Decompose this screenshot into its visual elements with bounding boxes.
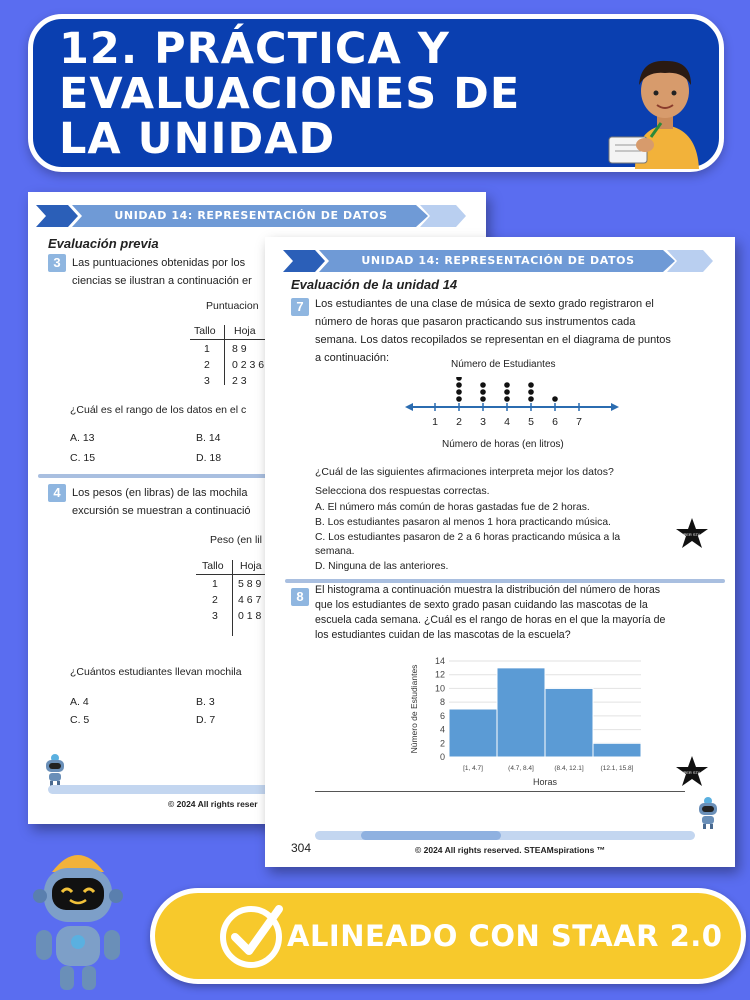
data-dot xyxy=(504,396,510,402)
answer-option[interactable]: A. 4 xyxy=(70,696,89,708)
leaf-cell: 0 2 3 6 xyxy=(232,359,265,371)
title-line-2: EVALUACIONES DE xyxy=(59,69,521,119)
leaf-cell: 8 9 xyxy=(232,343,247,355)
staar-alignment-badge xyxy=(150,888,746,984)
y-tick-label: 0 xyxy=(439,752,445,762)
question-7-text: Los estudiantes de una clase de música de sexto grado registraron el número de horas que pasaron practicando sus instrumentos cada semana. Los datos recopilados se representan en el diagrama de puntos a continuación: xyxy=(315,298,671,364)
banner-title: UNIDAD 14: REPRESENTACIÓN DE DATOS xyxy=(114,209,388,222)
dot-plot xyxy=(405,377,621,437)
stem-cell: 3 xyxy=(212,610,218,622)
table-header-leaf: Hoja xyxy=(240,560,262,572)
histogram-bar xyxy=(449,709,497,757)
question-number-4: 4 xyxy=(48,484,66,502)
title-line-1: 12. PRÁCTICA Y xyxy=(59,24,450,74)
x-tick-label: (12.1, 15.8] xyxy=(600,765,634,772)
stem-cell: 1 xyxy=(204,343,210,355)
super-staar-star-icon xyxy=(675,517,709,551)
table-header-stem: Tallo xyxy=(194,325,216,337)
leaf-cell: 5 8 9 xyxy=(238,578,262,590)
y-tick-label: 12 xyxy=(434,669,445,680)
y-tick-label: 6 xyxy=(439,710,445,721)
tick-label: 6 xyxy=(552,416,558,428)
answer-option-continuation: semana. xyxy=(315,546,355,557)
answer-option[interactable]: D. Ninguna de las anteriores. xyxy=(315,561,449,572)
tick-label: 4 xyxy=(504,416,510,428)
y-axis-label: Número de Estudiantes xyxy=(409,664,419,754)
dot-plot-title: Número de Estudiantes xyxy=(451,359,556,370)
x-tick-label: (4.7, 8.4] xyxy=(508,765,534,772)
section-title: Evaluación previa xyxy=(48,236,159,251)
data-dot xyxy=(456,382,462,388)
question-number-7: 7 xyxy=(291,298,309,316)
stem-cell: 3 xyxy=(204,375,210,387)
rule-line xyxy=(315,791,685,792)
leaf-cell: 2 3 xyxy=(232,375,247,387)
answer-option[interactable]: C. 15 xyxy=(70,452,96,464)
data-dot xyxy=(456,389,462,395)
data-dot xyxy=(504,382,510,388)
svg-text:SUPER STAAR: SUPER STAAR xyxy=(678,770,706,775)
histogram-chart xyxy=(405,655,655,793)
section-title: Evaluación de la unidad 14 xyxy=(291,277,458,292)
page-title xyxy=(59,24,589,164)
answer-option[interactable]: D. 18 xyxy=(196,452,222,464)
question-3-text: Las puntuaciones obtenidas por los ciencias se ilustran a continuación er xyxy=(72,257,252,287)
answer-option[interactable]: A. 13 xyxy=(70,432,95,444)
y-tick-label: 14 xyxy=(434,656,445,666)
axis-arrow-right xyxy=(611,403,619,411)
x-tick-label: [1, 4.7] xyxy=(463,765,483,772)
footer-bar-accent xyxy=(361,831,501,840)
histogram-bar xyxy=(497,668,545,757)
leaf-cell: 4 6 7 xyxy=(238,594,262,606)
answer-option[interactable]: B. 3 xyxy=(196,696,215,708)
question-7-instruction: Selecciona dos respuestas correctas. xyxy=(315,485,490,497)
robot-mascot-icon xyxy=(695,795,721,829)
tick-label: 5 xyxy=(528,416,534,428)
x-tick-label: (8.4, 12.1] xyxy=(554,765,584,772)
robot-mascot-icon xyxy=(42,752,68,786)
stem-cell: 2 xyxy=(204,359,210,371)
data-dot xyxy=(456,396,462,402)
question-4-prompt: ¿Cuántos estudiantes llevan mochila xyxy=(70,666,242,678)
title-banner xyxy=(28,14,724,172)
answer-option[interactable]: B. Los estudiantes pasaron al menos 1 hora practicando música. xyxy=(315,517,611,528)
answer-option[interactable]: C. 5 xyxy=(70,714,90,726)
axis-arrow-left xyxy=(405,403,413,411)
banner-title: UNIDAD 14: REPRESENTACIÓN DE DATOS xyxy=(361,254,635,267)
answer-option[interactable]: D. 7 xyxy=(196,714,216,726)
data-dot xyxy=(504,389,510,395)
histogram-bar xyxy=(545,688,593,757)
data-dot xyxy=(528,389,534,395)
worksheet-page-front xyxy=(265,237,735,867)
y-tick-label: 4 xyxy=(439,724,445,735)
robot-mascot-illustration xyxy=(18,838,138,998)
check-circle-icon xyxy=(217,899,289,971)
table-header-leaf: Hoja xyxy=(234,325,256,337)
copyright-footer: © 2024 All rights reser xyxy=(168,799,258,809)
stem-cell: 1 xyxy=(212,578,218,590)
data-dot xyxy=(552,396,558,402)
table-header-stem: Tallo xyxy=(202,560,224,572)
super-staar-star-icon xyxy=(675,755,709,789)
tick-label: 7 xyxy=(576,416,582,428)
question-3-prompt: ¿Cuál es el rango de los datos en el c xyxy=(70,404,247,416)
tick-label: 1 xyxy=(432,416,438,428)
y-tick-label: 10 xyxy=(434,683,445,694)
leaf-cell: 0 1 8 xyxy=(238,610,262,622)
question-number-8: 8 xyxy=(291,588,309,606)
copyright-footer: © 2024 All rights reserved. STEAMspirations ™ xyxy=(415,845,606,855)
title-line-3: LA UNIDAD xyxy=(59,114,336,164)
stem-cell: 2 xyxy=(212,594,218,606)
svg-text:SUPER STAAR: SUPER STAAR xyxy=(678,532,706,537)
table-title: Puntuacion xyxy=(206,300,259,312)
question-4-text: Los pesos (en libras) de las mochila excursión se muestran a continuació xyxy=(72,487,251,517)
badge-text: ALINEADO CON STAAR 2.0 xyxy=(287,919,723,953)
question-number-3: 3 xyxy=(48,254,66,272)
tick-label: 2 xyxy=(456,416,462,428)
data-dot xyxy=(456,377,462,381)
answer-option[interactable]: C. Los estudiantes pasaron de 2 a 6 horas practicando música a la xyxy=(315,532,621,543)
table-title: Peso (en lil xyxy=(210,534,262,546)
tick-label: 3 xyxy=(480,416,486,428)
dot-plot-axis-label: Número de horas (en litros) xyxy=(442,439,564,450)
data-dot xyxy=(480,382,486,388)
data-dot xyxy=(480,389,486,395)
data-dot xyxy=(528,396,534,402)
data-dot xyxy=(528,382,534,388)
unit-banner xyxy=(36,205,466,227)
answer-option[interactable]: B. 14 xyxy=(196,432,221,444)
x-axis-label: Horas xyxy=(532,777,558,787)
question-8-text: El histograma a continuación muestra la distribución del número de horas que los estudiantes de sexto grado pasan cuidando las mascotas de la escuela cada semana. ¿Cuál es el rango de horas en el que la mayoría de los estudiantes cuidan de las mascotas de la escuela? xyxy=(315,584,666,641)
y-tick-label: 2 xyxy=(439,738,445,749)
question-7-prompt: ¿Cuál de las siguientes afirmaciones interpreta mejor los datos? xyxy=(315,466,614,478)
histogram-bar xyxy=(593,743,641,757)
unit-banner xyxy=(283,250,713,272)
answer-option[interactable]: A. El número más común de horas gastadas fue de 2 horas. xyxy=(315,502,590,513)
student-writing-illustration xyxy=(605,41,725,171)
y-tick-label: 8 xyxy=(439,697,445,708)
page-number: 304 xyxy=(291,841,312,855)
data-dot xyxy=(480,396,486,402)
